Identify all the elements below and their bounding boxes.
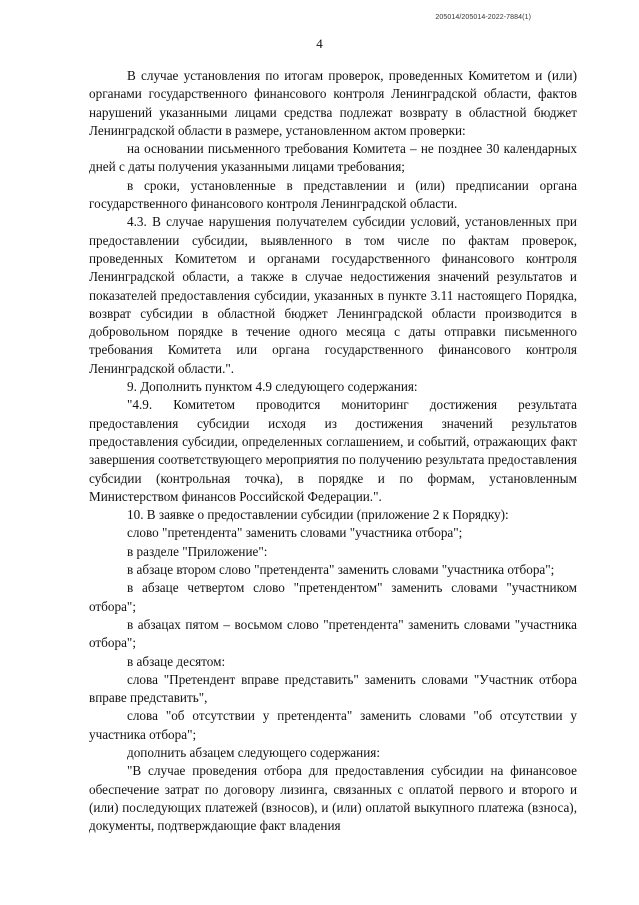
paragraph: в абзацах пятом – восьмом слово "претендента" заменить словами "участника отбора"; (89, 616, 577, 651)
paragraph: дополнить абзацем следующего содержания: (127, 744, 381, 760)
paragraph: в абзаце четвертом слово "претендентом" заменить словами "участником отбора"; (89, 580, 577, 614)
paragraph: в абзаце десятом: (127, 653, 226, 669)
paragraph: "4.9. Комитетом проводится мониторинг достижения результата предоставления субсидии исходя из достижения значений результатов предоставления субсидии, определенных соглашением, и событий, отражающих факт завершения соответствующего мероприятия по получению результата предоставления субсидии (контрольная точка), в порядке и по формам, установленным Министерством финансов Российской Федерации.". (89, 397, 577, 504)
page-number: 4 (316, 36, 323, 51)
paragraph: слова "об отсутствии у претендента" заменить словами "об отсутствии у участника отбора"; (89, 708, 577, 742)
paragraph: 10. В заявке о предоставлении субсидии (приложение 2 к Порядку): (127, 507, 509, 523)
document-id: 205014/205014-2022-7884(1) (435, 14, 531, 21)
paragraph: В случае установления по итогам проверок, проведенных Комитетом и (или) органами государственного финансового контроля Ленинградской области, фактов нарушений указанными лицами средства подлежат возврату в областной бюджет Ленинградской области в размере, установленном актом проверки: (89, 68, 577, 138)
paragraph: в абзаце втором слово "претендента" заменить словами "участника отбора"; (127, 562, 555, 578)
paragraph: 4.3. В случае нарушения получателем субсидии условий, установленных при предоставлении субсидии, выявленного в том числе по фактам проверок, проведенных Комитетом и органами государственного финансового контроля Ленинградской области, а также в случае недостижения значений результатов и показателей предоставления субсидии, указанных в пункте 3.11 настоящего Порядка, возврат субсидии в областной бюджет Ленинградской области производится в добровольном порядке в течение одного месяца с даты отправки письменного требования Комитета или органа государственного финансового контроля Ленинградской области.". (89, 214, 577, 376)
paragraph: в сроки, установленные в представлении и (или) предписании органа государственного финансового контроля Ленинградской области. (89, 177, 577, 212)
paragraph: в разделе "Приложение": (127, 543, 268, 559)
paragraph: слово "претендента" заменить словами "участника отбора"; (127, 525, 463, 541)
paragraph: "В случае проведения отбора для предоставления субсидии на финансовое обеспечение затрат по договору лизинга, связанных с оплатой первого и второго и (или) последующих платежей (взносов), и (или) оплатой выкупного платежа (взноса), документы, подтверждающие факт владения (89, 763, 577, 834)
document-body (89, 67, 577, 835)
paragraph: 9. Дополнить пунктом 4.9 следующего содержания: (127, 379, 418, 395)
paragraph: на основании письменного требования Комитета – не позднее 30 календарных дней с даты получения указанными лицами требования; (89, 141, 577, 175)
paragraph: слова "Претендент вправе представить" заменить словами "Участник отбора вправе представить", (89, 671, 577, 706)
